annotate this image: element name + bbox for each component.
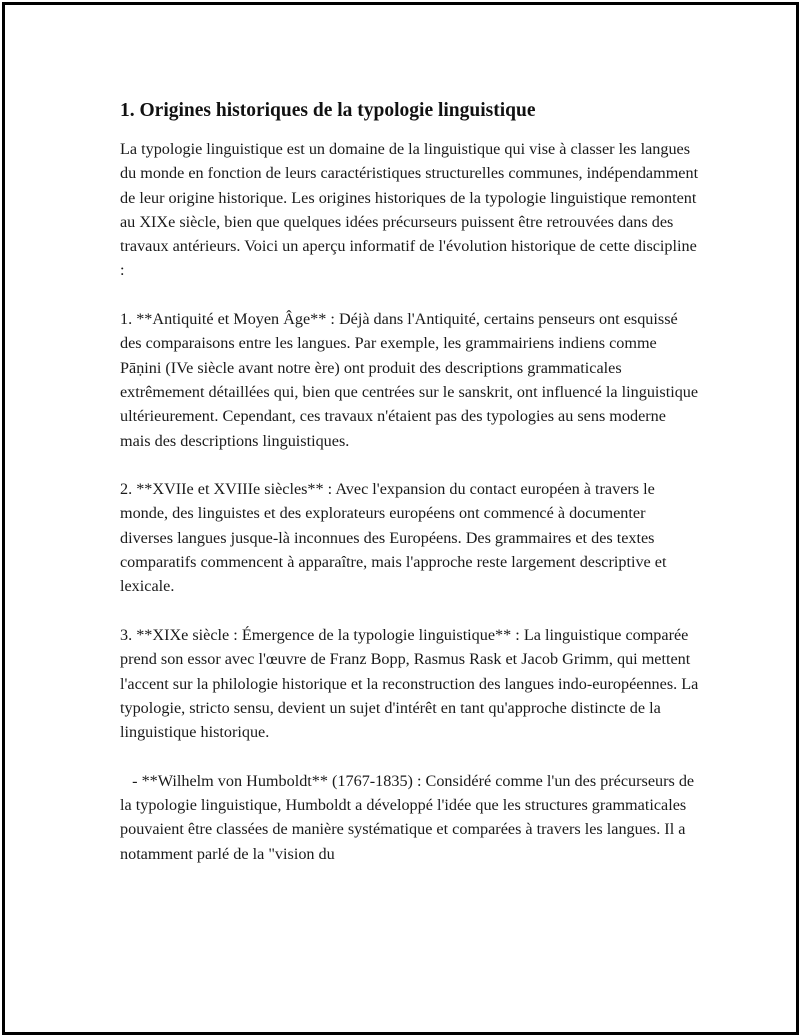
document-title: 1. Origines historiques de la typologie linguistique bbox=[120, 100, 536, 121]
section-19-century-paragraph: 3. **XIXe siècle : Émergence de la typologie linguistique** : La linguistique comparée prend son essor avec l'œuvre de Franz Bopp, Rasmus Rask et Jacob Grimm, qui mettent l'accent sur la philologie historique et la reconstruction des langues indo-européennes. La typologie, stricto sensu, devient un sujet d'intérêt en tant qu'approche distincte de la linguistique historique. bbox=[120, 625, 703, 742]
section-antiquity-paragraph: 1. **Antiquité et Moyen Âge** : Déjà dans l'Antiquité, certains penseurs ont esquissé des comparaisons entre les langues. Par exemple, les grammairiens indiens comme Pāṇini (IVe siècle avant notre ère) ont produit des descriptions grammaticales extrêmement détaillées qui, bien que centrées sur le sanskrit, ont influencé la linguistique ultérieurement. Cependant, ces travaux n'étaient pas des typologies au sens moderne mais des descriptions linguistiques. bbox=[120, 310, 703, 450]
paragraph-gap bbox=[120, 599, 700, 623]
paragraph-gap bbox=[120, 744, 700, 768]
section-17-18-century-paragraph: 2. **XVIIe et XVIIIe siècles** : Avec l'expansion du contact européen à travers le monde, des linguistes et des explorateurs européens ont commencé à documenter diverses langues jusque-là inconnues des Européens. Des grammaires et des textes comparatifs commencent à apparaître, mais l'approche reste largement descriptive et lexicale. bbox=[120, 480, 671, 596]
intro-paragraph: La typologie linguistique est un domaine de la linguistique qui vise à classer les langues du monde en fonction de leurs caractéristiques structurelles communes, indépendamment de leur origine historique. Les origines historiques de la typologie linguistique remontent au XIXe siècle, bien que quelques idées précurseurs puissent être retrouvées dans des travaux antérieurs. Voici un aperçu informatif de l'évolution historique de cette discipline : bbox=[120, 140, 703, 280]
page-frame bbox=[2, 2, 799, 1035]
humboldt-paragraph: - **Wilhelm von Humboldt** (1767-1835) : Considéré comme l'un des précurseurs de la typologie linguistique, Humboldt a développé l'idée que les structures grammaticales pouvaient être classées de manière systématique et comparées à travers les langues. Il a notamment parlé de la "vision du bbox=[120, 771, 699, 863]
document-body bbox=[120, 97, 703, 866]
paragraph-gap bbox=[120, 283, 700, 307]
paragraph-gap bbox=[120, 453, 700, 477]
